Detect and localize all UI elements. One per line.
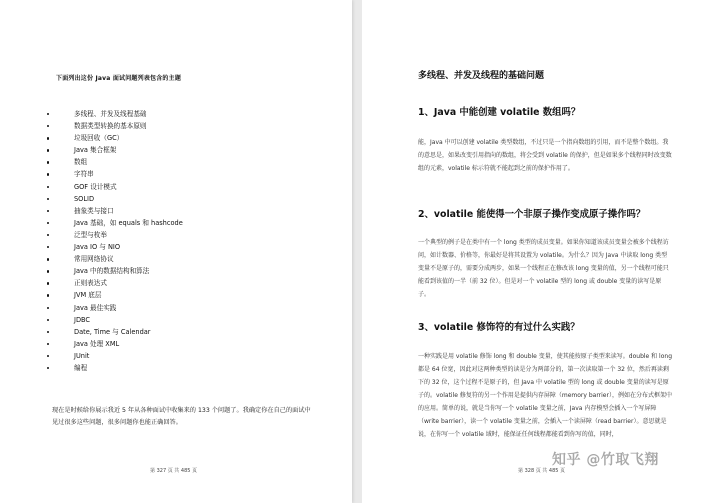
bullet-icon <box>47 149 49 151</box>
topic-list <box>47 108 183 374</box>
topics-intro: 下面列出这份 Java 面试问题列表包含的主题 <box>56 75 182 82</box>
answer-paragraph: 一种实践是用 volatile 修饰 long 和 double 变量，使其能按原子类型来读写。double 和 long 都是 64 位宽，因此对这两种类型的读是分为两部分的，第一次读取第一个 32 位，然后再读剩下的 32 位，这个过程不是原子的，但 Java 中 volatile 型的 long 或 double 变量的读写是原子的。volatile 修复符的另一个作用是提供内存屏障（memory barrier），例如在分布式框架中的应用。简单的说，就是当你写一个 volatile 变量之前，Java 内存模型会插入一个写屏障（write barrier），读一个 volatile 变量之前，会插入一个读屏障（read barrier）。意思就是说，在你写一个 volatile 域时，能保证任何线程都能看到你写的值，同时， <box>418 353 672 438</box>
topic-label: Date, Time 与 Calendar <box>74 327 151 336</box>
topic-list-item <box>47 338 183 350</box>
topic-label: Java 中的数据结构和算法 <box>74 267 150 276</box>
topic-label: JDBC <box>74 315 91 324</box>
bullet-icon <box>47 294 49 296</box>
answer-paragraph: 能，Java 中可以创建 volatile 类型数组，不过只是一个指向数组的引用，而不是整个数组。我的意思是，如果改变引用指向的数组，将会受到 volatile 的保护，但是如果多个线程同时改变数组的元素，volatile 标示符就不能起到之前的保护作用了。 <box>418 139 672 172</box>
topic-label: 抽象类与接口 <box>74 206 114 215</box>
bullet-icon <box>47 125 49 127</box>
page-number-footer: 第 327 页 共 485 页 <box>150 468 198 474</box>
page-number-footer: 第 328 页 共 485 页 <box>518 468 566 474</box>
bullet-icon <box>47 331 49 333</box>
topic-label: 垃圾回收（GC） <box>74 134 124 143</box>
topic-list-item <box>47 277 183 289</box>
answer-paragraph: 一个典型的例子是在类中有一个 long 类型的成员变量。如果你知道该成员变量会被多个线程访问，如计数器、价格等，你最好是将其设置为 volatile。为什么？因为 Java 中读取 long 类型变量不是原子的，需要分成两步，如果一个线程正在修改该 long 变量的值，另一个线程可能只能看到该值的一半（前 32 位）。但是对一个 volatile 型的 long 或 double 变量的读写是原子。 <box>418 239 669 298</box>
topic-list-item <box>47 289 183 301</box>
bullet-icon <box>47 186 49 188</box>
topic-label: 常用网络协议 <box>74 255 114 264</box>
topic-label: 泛型与枚举 <box>74 230 107 239</box>
right-page <box>362 0 720 503</box>
topic-list-item <box>47 302 183 314</box>
topic-list-item <box>47 205 183 217</box>
topic-list-item <box>47 253 183 265</box>
topic-list-item <box>47 314 183 326</box>
topic-label: Java 基础，如 equals 和 hashcode <box>74 218 183 227</box>
topic-list-item <box>47 144 183 156</box>
topic-list-item <box>47 181 183 193</box>
topic-label: 数据类型转换的基本原则 <box>74 122 147 131</box>
topic-list-item <box>47 168 183 180</box>
section-title: 多线程、并发及线程的基础问题 <box>418 71 545 81</box>
topic-list-item <box>47 217 183 229</box>
topic-label: Java 处理 XML <box>74 339 120 348</box>
topic-label: 字符串 <box>74 170 94 179</box>
bullet-icon <box>47 367 49 369</box>
bullet-icon <box>47 210 49 212</box>
topic-label: JVM 底层 <box>74 291 102 300</box>
topic-label: Java IO 与 NIO <box>74 243 121 252</box>
outro-paragraph: 现在是时候给你展示我近 5 年从各种面试中收集来的 133 个问题了。我确定你在自己的面试中见过很多这些问题，很多问题你也能正确回答。 <box>52 407 311 426</box>
topic-label: Java 最佳实践 <box>74 303 117 312</box>
topic-label: 多线程、并发及线程基础 <box>74 110 147 118</box>
topic-label: 数组 <box>74 158 88 167</box>
topic-list-item <box>47 132 183 144</box>
topic-label: 编程 <box>74 363 88 372</box>
bullet-icon <box>47 319 49 321</box>
topic-list-item <box>47 362 183 374</box>
bullet-icon <box>47 137 49 139</box>
topic-list-item <box>47 350 183 362</box>
bullet-icon <box>47 307 49 309</box>
bullet-icon <box>47 173 49 175</box>
question-heading: 2、volatile 能使得一个非原子操作变成原子操作吗？ <box>418 209 646 220</box>
bullet-icon <box>47 222 49 224</box>
question-heading: 1、Java 中能创建 volatile 数组吗？ <box>418 107 581 118</box>
bullet-icon <box>47 113 49 115</box>
topic-list-item <box>47 326 183 338</box>
bullet-icon <box>47 198 49 200</box>
bullet-icon <box>47 234 49 236</box>
bullet-icon <box>47 355 49 357</box>
topic-label: GOF 设计模式 <box>74 182 117 191</box>
topic-list-item <box>47 108 183 120</box>
bullet-icon <box>47 270 49 272</box>
topic-label: Java 集合框架 <box>74 146 117 155</box>
topic-list-item <box>47 241 183 253</box>
topic-label: JUnit <box>74 351 90 360</box>
bullet-icon <box>47 343 49 345</box>
bullet-icon <box>47 258 49 260</box>
topic-list-item <box>47 156 183 168</box>
question-heading: 3、volatile 修饰符的有过什么实践？ <box>418 322 580 333</box>
bullet-icon <box>47 282 49 284</box>
watermark-text: 知乎 @竹取飞翔 <box>552 452 659 468</box>
bullet-icon <box>47 246 49 248</box>
topic-list-item <box>47 193 183 205</box>
topic-list-item <box>47 265 183 277</box>
left-page <box>0 0 352 503</box>
bullet-icon <box>47 161 49 163</box>
topic-list-item <box>47 120 183 132</box>
topic-list-item <box>47 229 183 241</box>
topic-label: 正则表达式 <box>74 279 107 288</box>
topic-label: SOLID <box>74 194 95 203</box>
